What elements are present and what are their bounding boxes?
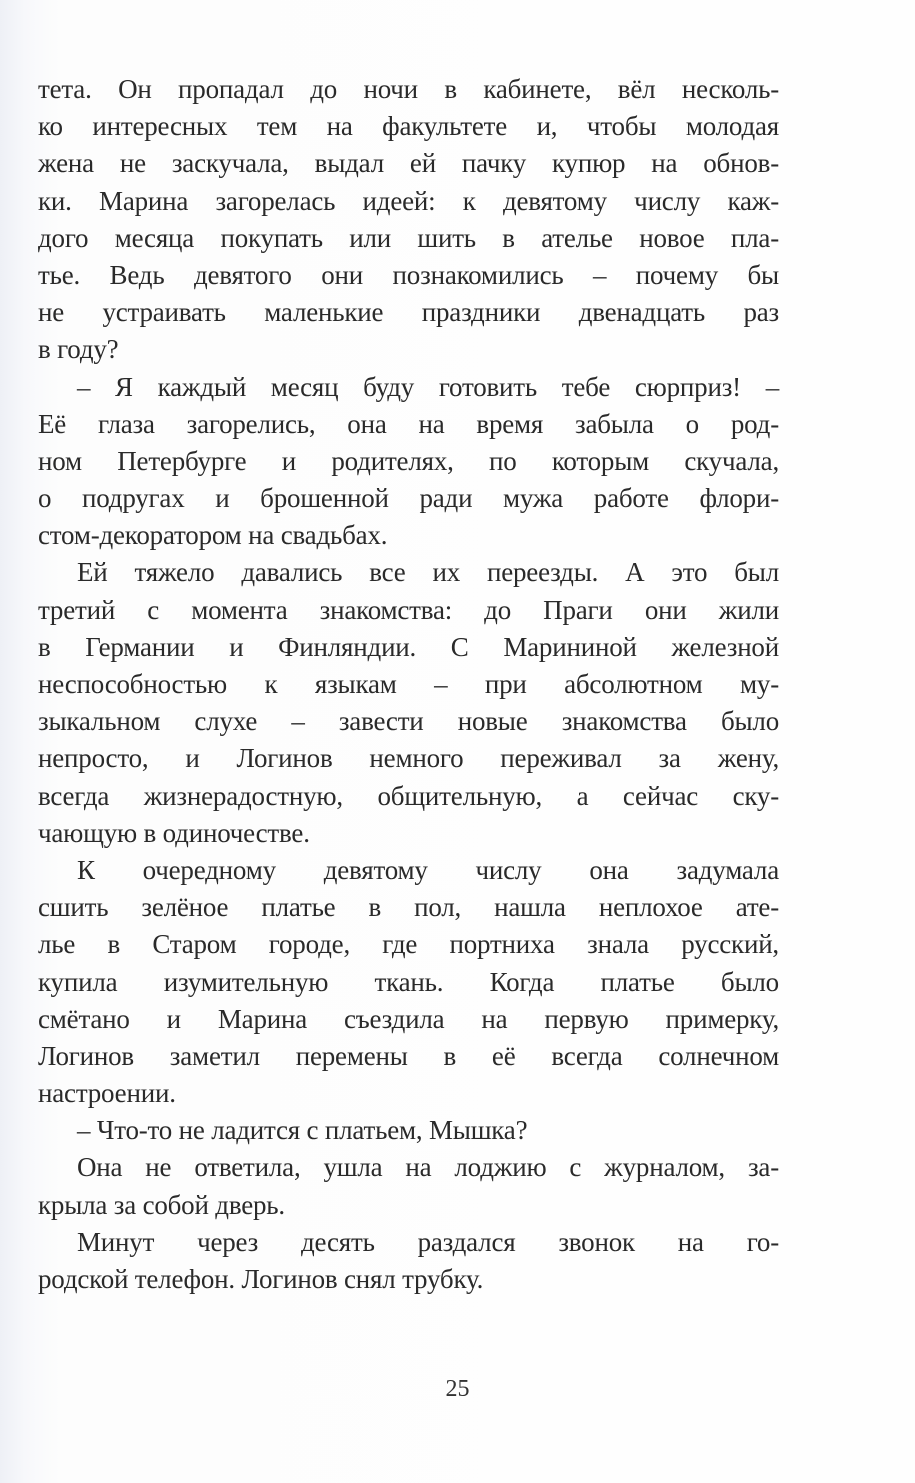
text-line: К очередному девятому числу она задумала: [77, 854, 779, 885]
text-line: о подругах и брошенной ради мужа работе флори-: [38, 483, 779, 514]
paragraph: [38, 554, 779, 852]
text-line: Она не ответила, ушла на лоджию с журналом, за-: [77, 1152, 779, 1183]
text-line: ко интересных тем на факультете и, чтобы молодая: [38, 111, 779, 142]
text-line: всегда жизнерадостную, общительную, а сейчас ску-: [38, 780, 779, 811]
text-line: в Германии и Финляндии. С Марининой железной: [38, 631, 779, 662]
text-line: не устраивать маленькие праздники двенадцать раз: [38, 297, 779, 328]
text-line: Минут через десять раздался звонок на го-: [77, 1226, 779, 1257]
text-line: стом-декоратором на свадьбах.: [38, 520, 388, 551]
text-line: Её глаза загорелись, она на время забыла о род-: [38, 408, 779, 439]
text-line: ном Петербурге и родителях, по которым скучала,: [38, 445, 779, 476]
text-line: крыла за собой дверь.: [38, 1189, 285, 1220]
book-page-text: [38, 71, 779, 1298]
text-line: смётано и Марина съездила на первую примерку,: [38, 1003, 779, 1034]
text-line: чающую в одиночестве.: [38, 817, 310, 848]
text-line: купила изумительную ткань. Когда платье было: [38, 966, 779, 997]
paragraph: [38, 1112, 779, 1149]
text-line: ки. Марина загорелась идеей: к девятому числу каж-: [38, 185, 779, 216]
paragraph: [38, 369, 779, 555]
text-line: Ей тяжело давались все их переезды. А это был: [77, 557, 779, 588]
paragraph: [38, 1149, 779, 1223]
text-line: непросто, и Логинов немного переживал за жену,: [38, 743, 779, 774]
text-line: лье в Старом городе, где портниха знала русский,: [38, 929, 779, 960]
text-line: настроении.: [38, 1078, 176, 1109]
text-line: третий с момента знакомства: до Праги они жили: [38, 594, 779, 625]
text-line: тье. Ведь девятого они познакомились – почему бы: [38, 259, 779, 290]
text-line: сшить зелёное платье в пол, нашла неплохое ате-: [38, 892, 779, 923]
text-line: – Что-то не ладится с платьем, Мышка?: [77, 1115, 528, 1146]
text-line: дого месяца покупать или шить в ателье новое пла-: [38, 222, 779, 253]
text-line: родской телефон. Логинов снял трубку.: [38, 1264, 484, 1294]
paragraph: [38, 852, 779, 1112]
text-line: – Я каждый месяц буду готовить тебе сюрприз! –: [77, 371, 779, 402]
text-line: зыкальном слухе – завести новые знакомства было: [38, 706, 779, 737]
text-line: неспособностью к языкам – при абсолютном му-: [38, 669, 779, 699]
page-number: 25: [445, 1376, 470, 1402]
text-line: тета. Он пропадал до ночи в кабинете, вёл несколь-: [38, 74, 779, 104]
text-line: жена не заскучала, выдал ей пачку купюр на обнов-: [38, 148, 779, 179]
paragraph: [38, 1224, 779, 1298]
paragraph: [38, 71, 779, 369]
text-line: Логинов заметил перемены в её всегда солнечном: [38, 1040, 779, 1071]
text-line: в году?: [38, 334, 119, 365]
